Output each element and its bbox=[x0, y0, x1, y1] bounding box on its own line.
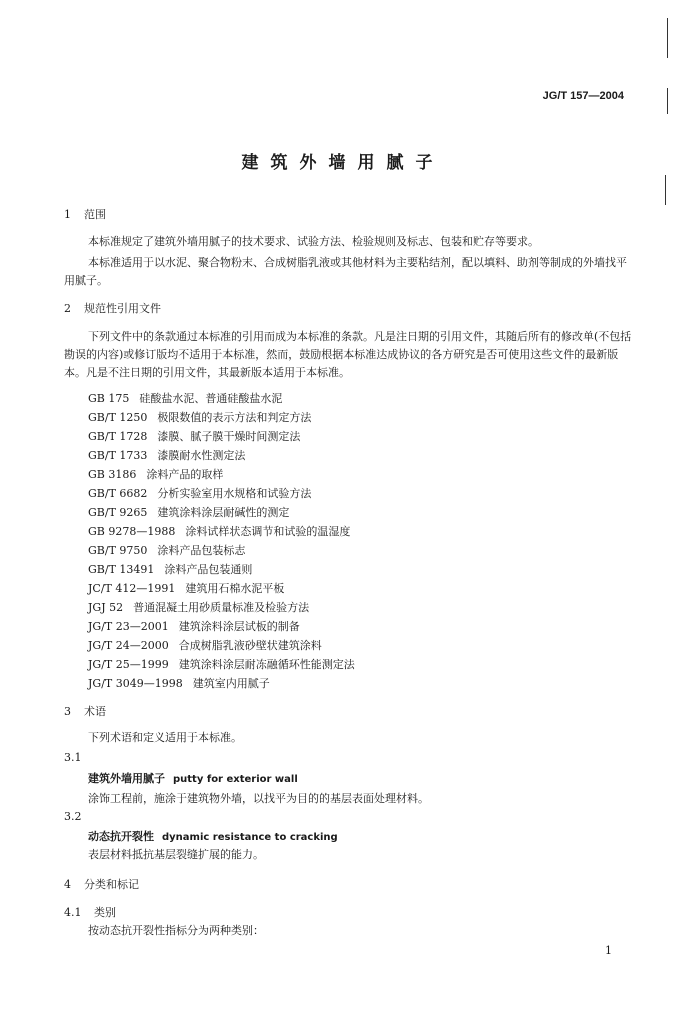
reference-title: 漆膜耐水性测定法 bbox=[157, 449, 246, 462]
section-4-heading bbox=[64, 876, 139, 892]
section-3-heading bbox=[64, 703, 106, 719]
reference-item bbox=[88, 427, 355, 446]
reference-code: JG/T 24—2000 bbox=[88, 639, 169, 652]
standard-code: JG/T 157—2004 bbox=[542, 90, 624, 102]
reference-title: 涂料产品包装通则 bbox=[164, 563, 253, 576]
reference-item bbox=[88, 541, 355, 560]
clause-3-2-number: 3.2 bbox=[64, 810, 82, 823]
clause-number: 4.1 bbox=[64, 906, 82, 919]
reference-code: GB/T 1733 bbox=[88, 449, 148, 462]
section-3-paragraph-1: 下列术语和定义适用于本标准。 bbox=[88, 731, 242, 744]
scan-edge-mark bbox=[667, 88, 668, 114]
reference-title: 涂料产品的取样 bbox=[146, 468, 224, 481]
reference-item bbox=[88, 655, 355, 674]
reference-item bbox=[88, 560, 355, 579]
reference-title: 分析实验室用水规格和试验方法 bbox=[157, 487, 312, 500]
term-zh: 动态抗开裂性 bbox=[88, 830, 154, 843]
reference-code: JC/T 412—1991 bbox=[88, 582, 176, 595]
reference-title: 建筑涂料涂层试板的制备 bbox=[178, 620, 300, 633]
section-1-heading bbox=[64, 206, 106, 222]
reference-code: JG/T 25—1999 bbox=[88, 658, 169, 671]
reference-title: 建筑涂料涂层耐冻融循环性能测定法 bbox=[178, 658, 355, 671]
document-title: 建筑外墙用腻子 bbox=[241, 153, 445, 173]
section-number: 2 bbox=[64, 302, 71, 315]
reference-title: 漆膜、腻子膜干燥时间测定法 bbox=[157, 430, 301, 443]
clause-4-1-heading bbox=[64, 904, 116, 920]
reference-code: GB 175 bbox=[88, 392, 130, 405]
reference-item bbox=[88, 579, 355, 598]
clause-3-1-term bbox=[88, 770, 298, 786]
term-en: dynamic resistance to cracking bbox=[162, 832, 338, 843]
reference-title: 合成树脂乳液砂壁状建筑涂料 bbox=[178, 639, 322, 652]
scan-edge-mark bbox=[665, 175, 666, 205]
reference-item bbox=[88, 522, 355, 541]
reference-code: GB/T 1250 bbox=[88, 411, 148, 424]
reference-item bbox=[88, 389, 355, 408]
clause-3-2-definition: 表层材料抵抗基层裂缝扩展的能力。 bbox=[88, 848, 264, 861]
reference-code: JG/T 23—2001 bbox=[88, 620, 169, 633]
section-number: 1 bbox=[64, 208, 71, 221]
reference-code: GB/T 9265 bbox=[88, 506, 148, 519]
reference-title: 建筑室内用腻子 bbox=[192, 677, 270, 690]
reference-item bbox=[88, 503, 355, 522]
section-title: 分类和标记 bbox=[84, 878, 139, 891]
scan-edge-mark bbox=[667, 18, 668, 58]
reference-title: 涂料试样状态调节和试验的温湿度 bbox=[185, 525, 351, 538]
reference-code: JGJ 52 bbox=[88, 601, 124, 614]
clause-title: 类别 bbox=[94, 906, 116, 919]
reference-code: GB 9278—1988 bbox=[88, 525, 176, 538]
section-2-paragraph-1: 下列文件中的条款通过本标准的引用而成为本标准的条款。凡是注日期的引用文件，其随后所有的修改单(不包括勘误的内容)或修订版均不适用于本标准，然而，鼓励根据本标准达成协议的各方研究是否可使用这些文件的最新版本。凡是不注日期的引用文件，其最新版本适用于本标准。 bbox=[64, 330, 632, 379]
reference-code: JG/T 3049—1998 bbox=[88, 677, 183, 690]
section-number: 4 bbox=[64, 878, 71, 891]
reference-title: 硅酸盐水泥、普通硅酸盐水泥 bbox=[139, 392, 283, 405]
reference-code: GB/T 6682 bbox=[88, 487, 148, 500]
reference-item bbox=[88, 636, 355, 655]
reference-code: GB/T 13491 bbox=[88, 563, 155, 576]
reference-title: 建筑涂料涂层耐碱性的测定 bbox=[157, 506, 290, 519]
reference-code: GB 3186 bbox=[88, 468, 137, 481]
section-title: 术语 bbox=[84, 705, 106, 718]
reference-item bbox=[88, 617, 355, 636]
reference-item bbox=[88, 446, 355, 465]
reference-title: 普通混凝土用砂质量标准及检验方法 bbox=[133, 601, 310, 614]
clause-3-2-term bbox=[88, 828, 338, 844]
section-1-paragraph-1: 本标准规定了建筑外墙用腻子的技术要求、试验方法、检验规则及标志、包装和贮存等要求。 bbox=[88, 235, 539, 248]
clause-4-1-text: 按动态抗开裂性指标分为两种类别： bbox=[88, 924, 264, 937]
section-number: 3 bbox=[64, 705, 71, 718]
section-1-paragraph-2: 本标准适用于以水泥、聚合物粉末、合成树脂乳液或其他材料为主要粘结剂，配以填料、助剂等制成的外墙找平用腻子。 bbox=[64, 256, 627, 287]
reference-list bbox=[88, 389, 355, 693]
clause-3-1-number: 3.1 bbox=[64, 751, 82, 764]
section-title: 范围 bbox=[84, 208, 106, 221]
section-title: 规范性引用文件 bbox=[84, 302, 161, 315]
reference-title: 涂料产品包装标志 bbox=[157, 544, 246, 557]
reference-item bbox=[88, 598, 355, 617]
reference-code: GB/T 9750 bbox=[88, 544, 148, 557]
reference-item bbox=[88, 408, 355, 427]
page-number: 1 bbox=[605, 944, 612, 957]
section-2-heading bbox=[64, 300, 161, 316]
reference-code: GB/T 1728 bbox=[88, 430, 148, 443]
term-en: putty for exterior wall bbox=[173, 774, 298, 785]
reference-title: 建筑用石棉水泥平板 bbox=[185, 582, 285, 595]
reference-item bbox=[88, 484, 355, 503]
reference-item bbox=[88, 674, 355, 693]
reference-item bbox=[88, 465, 355, 484]
term-zh: 建筑外墙用腻子 bbox=[88, 772, 165, 785]
clause-3-1-definition: 涂饰工程前，施涂于建筑物外墙，以找平为目的的基层表面处理材料。 bbox=[88, 792, 429, 805]
reference-title: 极限数值的表示方法和判定方法 bbox=[157, 411, 312, 424]
